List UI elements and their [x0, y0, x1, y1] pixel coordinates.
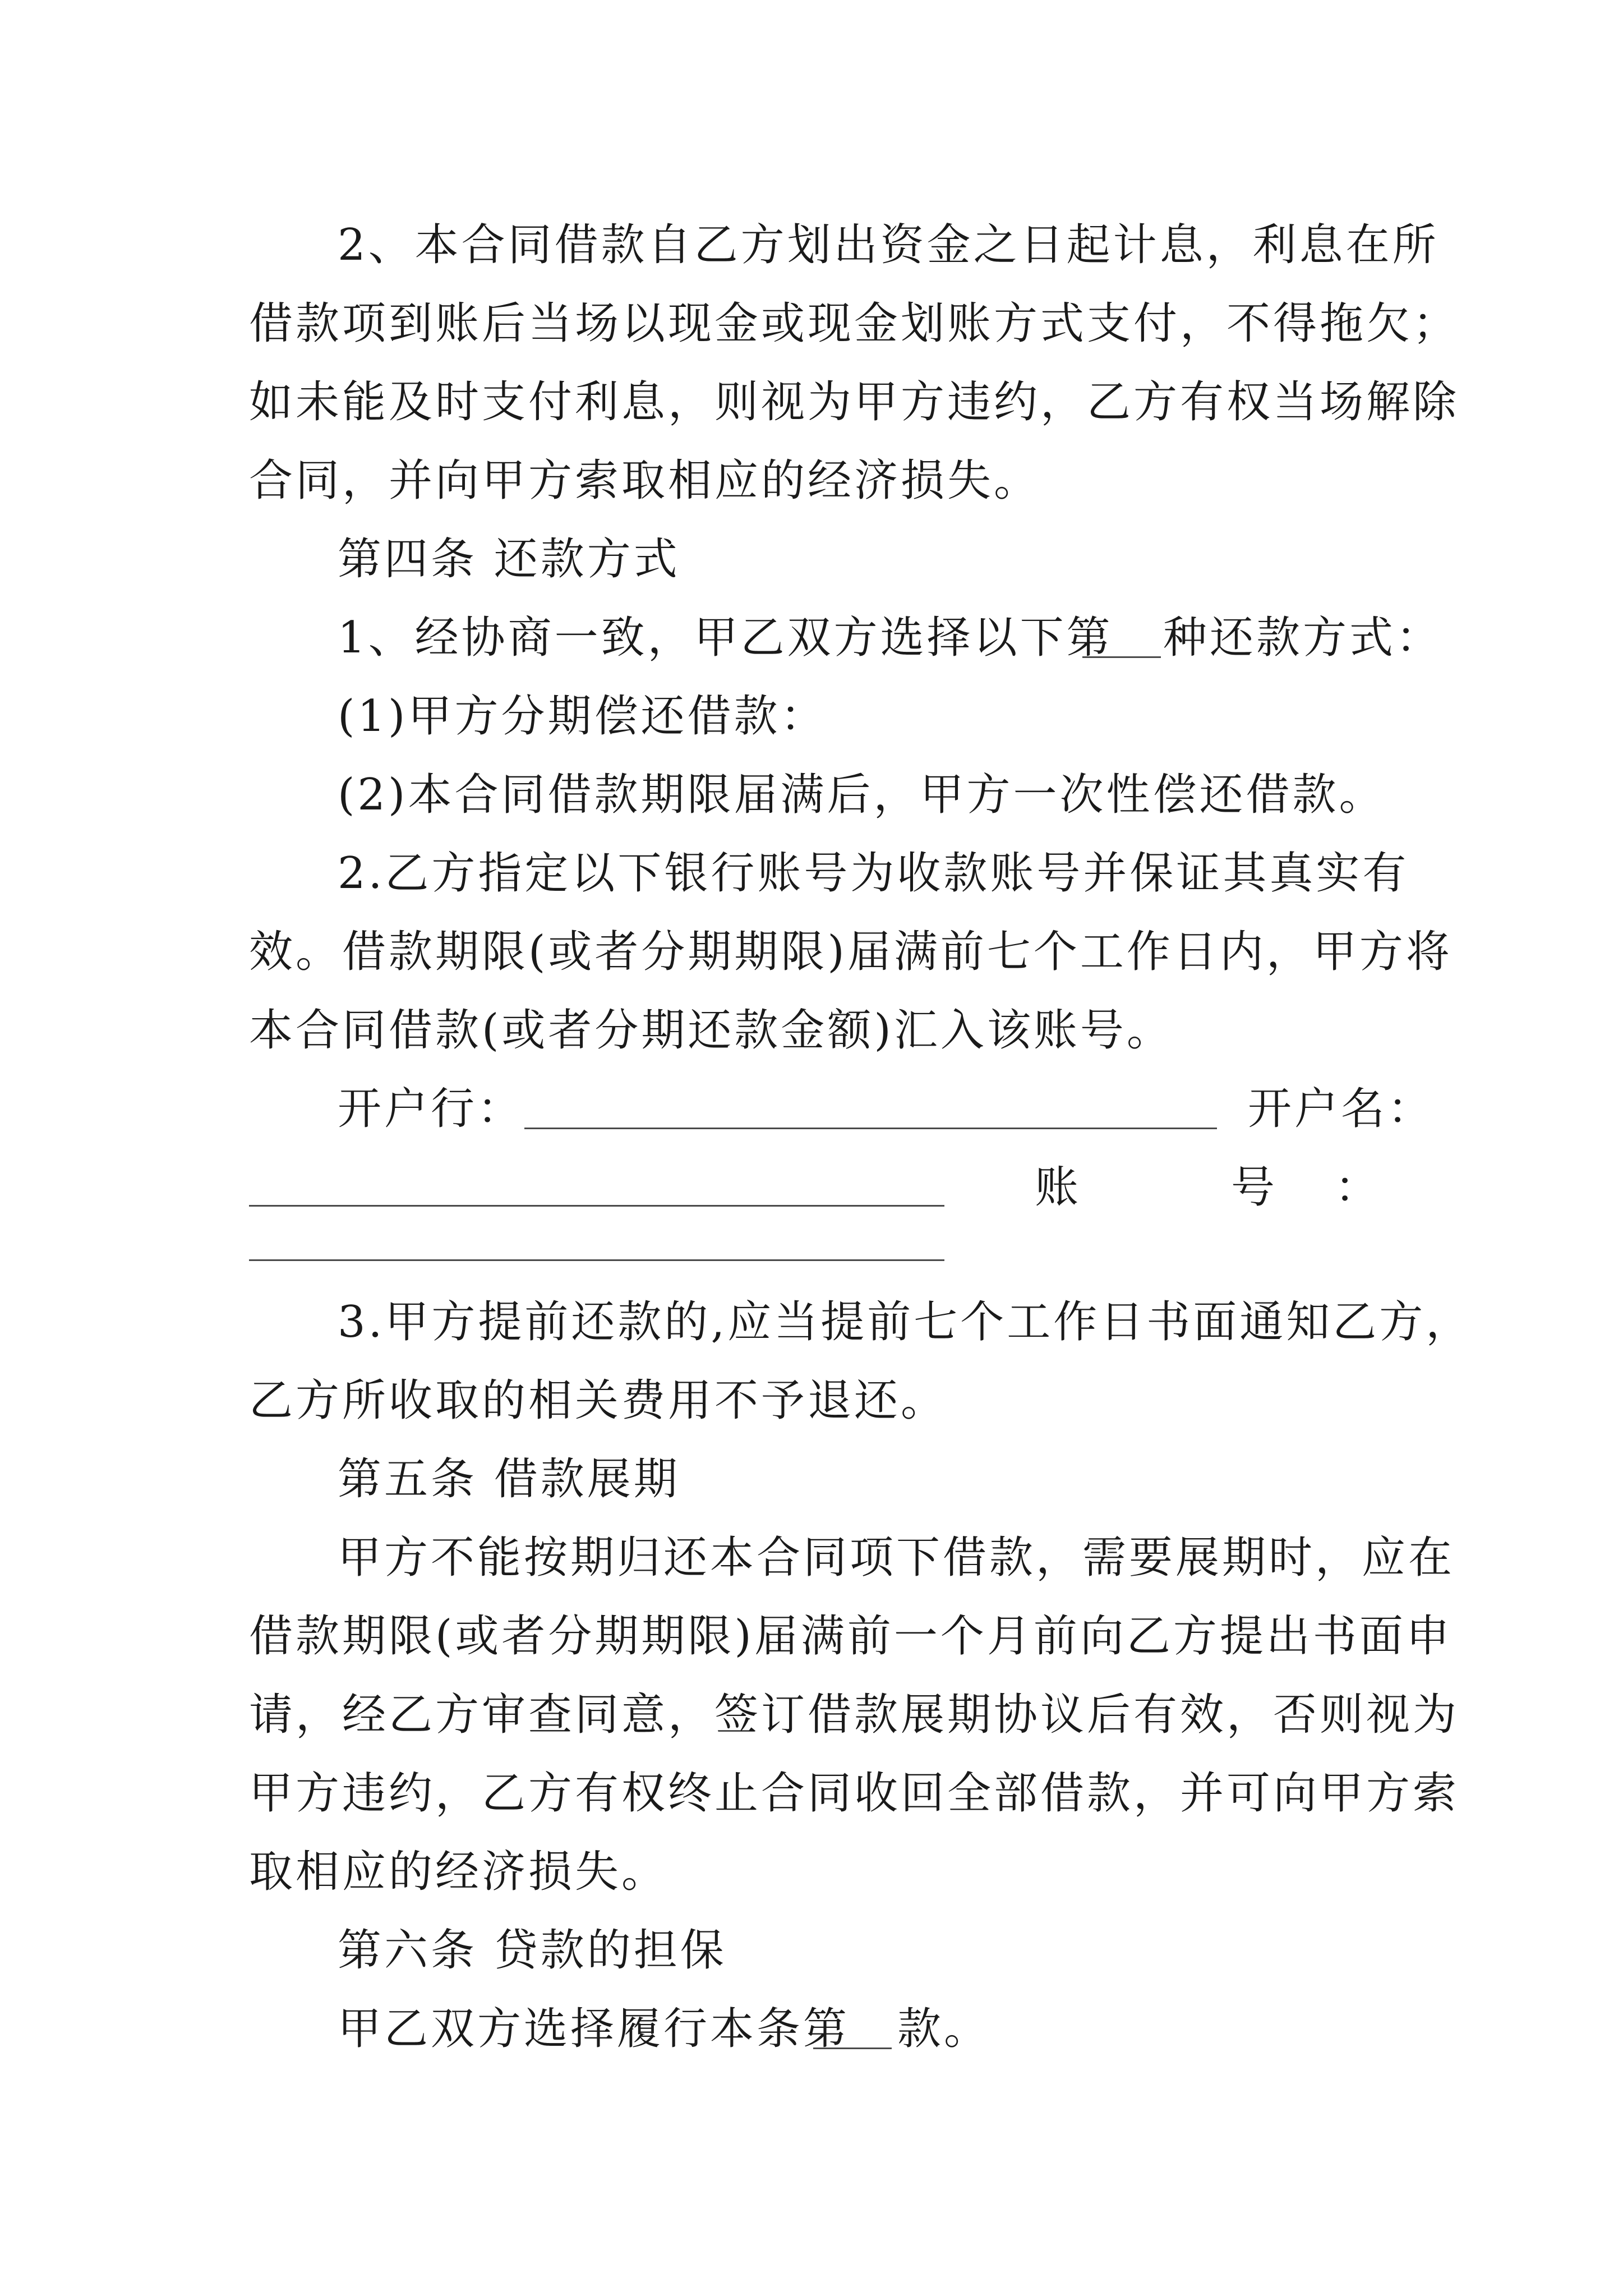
repayment-choice-blank	[1082, 656, 1161, 658]
clause-3-item-2-line-2: 借款项到账后当场以现金或现金划账方式支付，不得拖欠；	[249, 298, 1460, 349]
account-name-label: 开户名：	[1248, 1084, 1435, 1134]
article-5-heading: 第五条 借款展期	[338, 1454, 680, 1504]
guarantee-choice-suffix: 款。	[897, 2004, 991, 2054]
option-2-text: (2)本合同借款期限届满后，甲方一次性偿还借款。	[338, 770, 1386, 820]
clause-3-item-2-line-1: 2、本合同借款自乙方划出资金之日起计息，利息在所	[338, 220, 1439, 270]
item-3-line-1: 3.甲方提前还款的,应当提前七个工作日书面通知乙方，	[338, 1297, 1473, 1347]
item-2-line-2: 效。借款期限(或者分期期限)届满前七个工作日内，甲方将	[249, 927, 1453, 977]
bank-blank	[524, 1128, 1217, 1129]
article-5-line-5: 取相应的经济损失。	[249, 1847, 668, 1897]
item-2-line-1: 2.乙方指定以下银行账号为收款账号并保证其真实有	[338, 848, 1409, 899]
item-2-line-3: 本合同借款(或者分期还款金额)汇入该账号。	[249, 1005, 1173, 1056]
article-5-line-1: 甲方不能按期归还本合同项下借款，需要展期时，应在	[338, 1533, 1455, 1583]
account-number-label-colon: ：	[1335, 1162, 1382, 1213]
repayment-choice-suffix: 种还款方式：	[1163, 613, 1443, 663]
clause-3-item-2-line-3: 如未能及时支付利息，则视为甲方违约，乙方有权当场解除	[249, 377, 1460, 427]
article-4-heading: 第四条 还款方式	[338, 534, 680, 585]
account-name-blank	[249, 1205, 944, 1207]
option-1-text: (1)甲方分期偿还借款：	[338, 691, 827, 742]
guarantee-choice-text: 甲乙双方选择履行本条第	[338, 2004, 850, 2054]
guarantee-choice-blank	[813, 2047, 892, 2049]
article-6-heading: 第六条 贷款的担保	[338, 1925, 727, 1976]
account-number-blank	[249, 1259, 944, 1261]
item-3-line-2: 乙方所收取的相关费用不予退还。	[249, 1375, 948, 1426]
repayment-choice-text: 1、经协商一致，甲乙双方选择以下第	[338, 613, 1113, 663]
article-5-line-2: 借款期限(或者分期期限)届满前一个月前向乙方提出书面申	[249, 1611, 1453, 1662]
account-number-label-char-1: 账	[1035, 1162, 1082, 1213]
article-5-line-4: 甲方违约，乙方有权终止合同收回全部借款，并可向甲方索	[249, 1768, 1460, 1819]
clause-3-item-2-line-4: 合同，并向甲方索取相应的经济损失。	[249, 455, 1041, 506]
account-number-label-char-2: 号	[1231, 1162, 1278, 1213]
bank-label: 开户行：	[338, 1084, 524, 1134]
article-5-line-3: 请，经乙方审查同意，签订借款展期协议后有效，否则视为	[249, 1690, 1460, 1740]
